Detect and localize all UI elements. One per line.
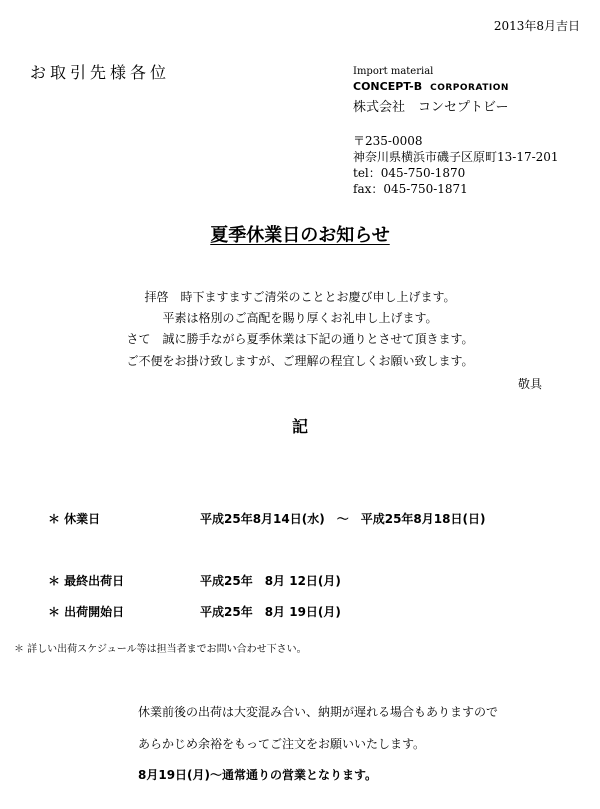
closing-message-line: あらかじめ余裕をもってご注文をお願いいたします。 [138, 737, 426, 751]
schedule-value: 平成25年8月14日(水) ～ 平成25年8月18日(日) [200, 512, 486, 526]
schedule-row-shipping-start [48, 603, 568, 621]
postal-code: 〒235-0008 [353, 134, 423, 148]
schedule-label: ＊ 休業日 [48, 512, 101, 526]
schedule-value: 平成25年 8月 19日(月) [200, 605, 341, 619]
greeting-line: ご不便をお掛け致しますが、ご理解の程宜しくお願い致します。 [126, 354, 474, 368]
greeting-line: さて 誠に勝手ながら夏季休業は下記の通りとさせて頂きます。 [126, 332, 474, 346]
closing-message-line: 休業前後の出荷は大変混み合い、納期が遅れる場合もありますので [138, 705, 499, 719]
schedule-row-closed-days [48, 510, 568, 528]
street-address: 神奈川県横浜市磯子区原町13-17-201 [353, 150, 559, 164]
schedule-label: ＊ 出荷開始日 [48, 605, 125, 619]
fax-number: fax：045-750-1871 [353, 182, 468, 196]
company-name-jp: 株式会社 コンセプトビー [353, 100, 509, 115]
company-address-block [353, 133, 559, 197]
resume-business-line: 8月19日(月)～通常通りの営業となります。 [138, 768, 378, 782]
schedule-value: 平成25年 8月 12日(月) [200, 574, 341, 588]
schedule-footnote: ＊ 詳しい出荷スケジュール等は担当者までお問い合わせ下さい。 [14, 644, 307, 655]
phone-number: tel：045-750-1870 [353, 166, 466, 180]
notice-title [0, 221, 600, 247]
import-label: Import material [353, 66, 434, 77]
company-name-en-suffix: CORPORATION [430, 83, 509, 93]
company-block [353, 66, 509, 115]
closing-keigu: 敬具 [517, 377, 542, 391]
recipient-salutation: お取引先様各位 [30, 63, 171, 82]
company-name-en-main: CONCEPT-B [353, 80, 423, 93]
document-date: 2013年8月吉日 [493, 19, 580, 33]
greeting-line: 平素は格別のご高配を賜り厚くお礼申し上げます。 [162, 311, 438, 325]
schedule-row-last-shipping [48, 572, 568, 590]
ki-heading: 記 [291, 417, 308, 436]
greeting-line: 拝啓 時下ますますご清栄のこととお慶び申し上げます。 [144, 290, 456, 304]
schedule-label: ＊ 最終出荷日 [48, 574, 125, 588]
notice-title-text: 夏季休業日のお知らせ [210, 225, 390, 246]
company-name-en [353, 80, 509, 93]
